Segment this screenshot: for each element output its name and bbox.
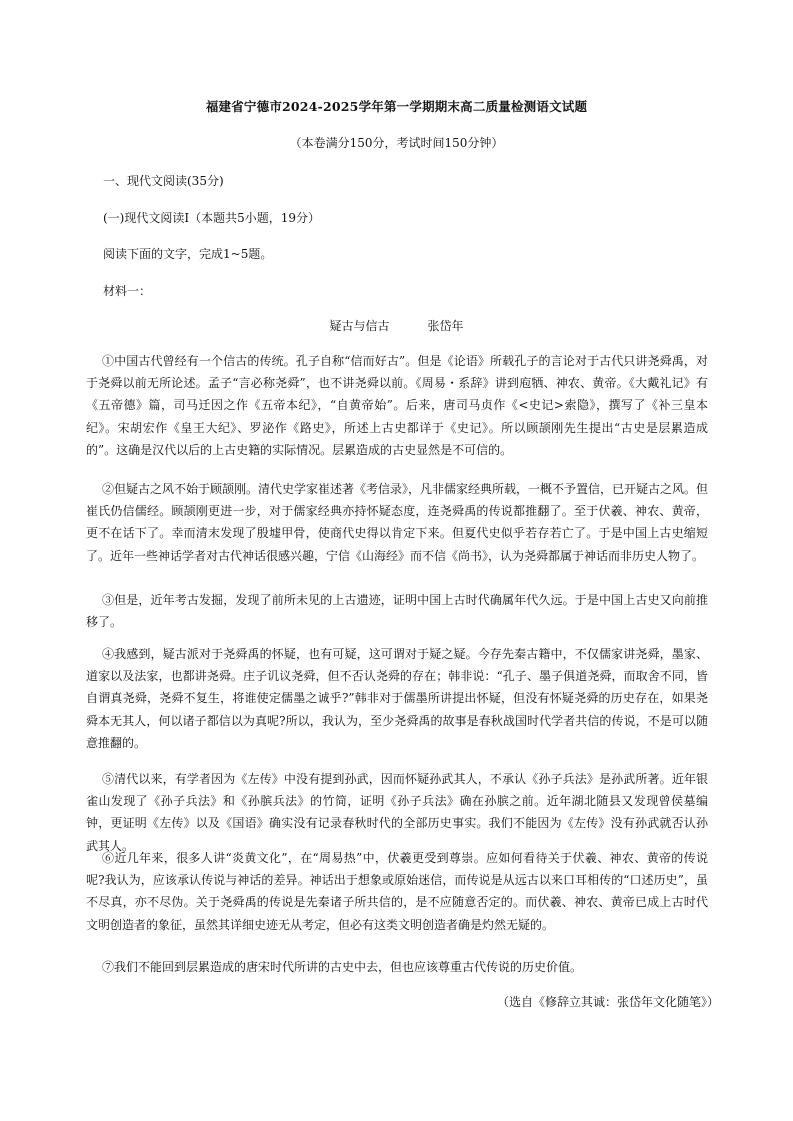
exam-subtitle: （本卷满分150分，考试时间150分钟）: [289, 136, 504, 150]
section-heading: 一、现代文阅读(35分): [103, 174, 224, 188]
paragraph-6: ⑥近几年来，很多人讲“炎黄文化”，在“周易热”中，伏羲更受到尊崇。应如何看待关于伏羲、神农、黄帝的传说呢?我认为，应该承认传说与神话的差异。神话出于想象或原始迷信，而传说是从远古以来口耳相传的“口述历史”，虽不尽真，亦不尽伪。关于尧舜禹的传说是先秦诸子所共信的，是不应随意否定的。而伏羲、神农、黄帝已成上古时代文明创造者的象征，虽然其详细史迹无从考定，但必有这类文明创造者确是灼然无疑的。: [86, 851, 708, 932]
exam-title: 福建省宁德市2024-2025学年第一学期期末高二质量检测语文试题: [205, 99, 588, 114]
paragraph-7: ⑦我们不能回到层累造成的唐宋时代所讲的古史中去，但也应该尊重古代传说的历史价值。: [102, 960, 583, 974]
article-title: 疑古与信古: [329, 319, 390, 333]
article-author: 张岱年: [427, 319, 464, 333]
section-subheading: (一)现代文阅读Ⅰ（本题共5小题，19分）: [103, 211, 321, 225]
article-heading: [0, 317, 793, 334]
material-label: 材料一：: [103, 284, 152, 298]
paragraph-5: ⑤清代以来，有学者因为《左传》中没有提到孙武，因而怀疑孙武其人，不承认《孙子兵法》是孙武所著。近年银雀山发现了《孙子兵法》和《孙膑兵法》的竹简，证明《孙子兵法》确在孙膑之前。近年湖北随县又发现曾侯墓编钟，更证明《左传》以及《国语》确实没有记录春秋时代的全部历史事实。我们不能因为《左传》没有孙武就否认孙武其人。: [86, 772, 708, 853]
paragraph-4: ④我感到，疑古派对于尧舜禹的怀疑，也有可疑，这可谓对于疑之疑。今存先秦古籍中，不仅儒家讲尧舜，墨家、道家以及法家，也都讲尧舜。庄子讥议尧舜，但不否认尧舜的存在；韩非说：“孔子、墨子俱道尧舜，而取舍不同，皆自谓真尧舜，尧舜不复生，将谁使定儒墨之诚乎?”韩非对于儒墨所讲提出怀疑，但没有怀疑尧舜的历史存在，如果尧舜本无其人，何以诸子都信以为真呢?所以，我认为，至少尧舜禹的故事是春秋战国时代学者共信的传说，不是可以随意推翻的。: [86, 647, 708, 750]
reading-instruction: 阅读下面的文字，完成1~5题。: [103, 247, 273, 261]
article-source: （选自《修辞立其诚：张岱年文化随笔》）: [496, 995, 719, 1009]
paragraph-2: ②但疑古之风不始于顾颉刚。清代史学家崔述著《考信录》，凡非儒家经典所载，一概不予置信，已开疑古之风。但崔氏仍信儒经。顾颉刚更进一步，对于儒家经典亦持怀疑态度，连尧舜禹的传说都推翻了。至于伏羲、神农、黄帝，更不在话下了。幸而清末发现了殷墟甲骨，使商代史得以肯定下来。但夏代史似乎若存若亡了。于是中国上古史缩短了。近年一些神话学者对古代神话很感兴趣，宁信《山海经》而不信《尚书》，认为尧舜都属于神话而非历史人物了。: [86, 482, 709, 563]
paragraph-1: ①中国古代曾经有一个信古的传统。孔子自称“信而好古”。但是《论语》所载孔子的言论对于古代只讲尧舜禹，对于尧舜以前无所论述。孟子“言必称尧舜”，也不讲尧舜以前。《周易・系辞》讲到庖牺、神农、黄帝。《大戴礼记》有《五帝德》篇，司马迁因之作《五帝本纪》，“自黄帝始”。后来，唐司马贞作《<史记>索隐》，撰写了《补三皇本纪》。宋胡宏作《皇王大纪》、罗泌作《路史》，所述上古史都详于《史记》。所以顾颉刚先生提出“古史是层累造成的”。这确是汉代以后的上古史籍的实际情况。层累造成的古史显然是不可信的。: [86, 354, 708, 457]
paragraph-3: ③但是，近年考古发掘，发现了前所未见的上古遗迹，证明中国上古时代确属年代久远。于是中国上古史又向前推移了。: [86, 593, 708, 630]
